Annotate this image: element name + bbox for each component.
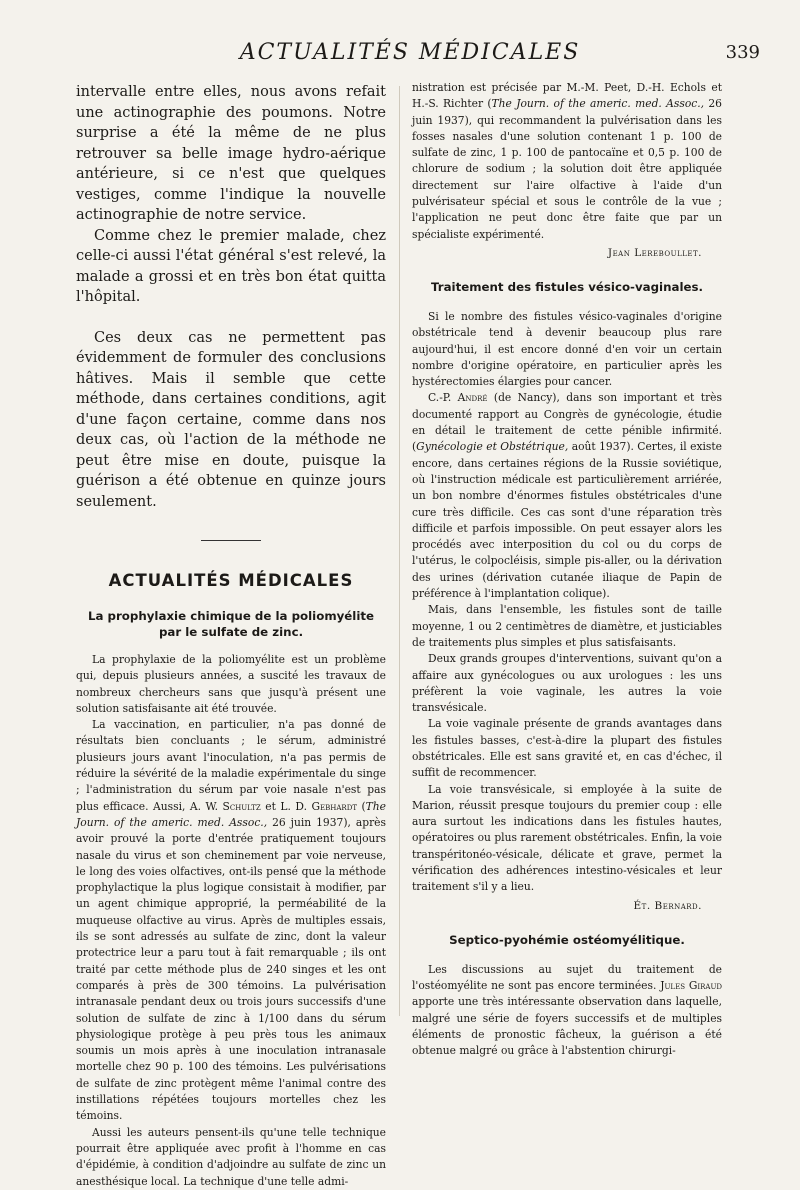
journal-citation: The Journ. of the americ. med. Assoc.,	[491, 97, 705, 111]
journal-citation: The Journ. of the americ. med. Assoc.,	[76, 799, 387, 829]
paragraph	[412, 80, 722, 243]
article-title: Septico-pyohémie ostéomyélitique.	[449, 932, 685, 947]
text-run: 26 juin 1937), après avoir prouvé la porte d'entrée pratiquement toujours nasale du virus et son cheminement par voie nerveuse, le long des voies olfactives, ont-ils pensé que la méthode prophylactique la plus logique consistait à modifier, par un agent chimique approprié, la perméabilité de la muqueuse olfactive au virus. Après de multiples essais, ils se sont adressés au sulfate de zinc, dont la valeur protectrice leur a paru tout à fait remarquable ; ils ont traité par cette méthode plus de 240 singes et les ont comparés à près de 300 témoins. La pulvérisation intranasale pendant deux ou trois jours successifs d'une solution de sulfate de zinc à 1/100 dans du sérum physiologique protège à peu près tous les animaux soumis un mois après à une inoculation intranasale mortelle chez 90 p. 100 des témoins. Les pulvérisations de sulfate de zinc protègent même l'animal contre des instillations répétées toujours mortelles chez les témoins.	[76, 815, 386, 1123]
paragraph	[412, 390, 722, 602]
text-run: La vaccination, en particulier, n'a pas donné de résultats bien concluants ; le sérum, administré plusieurs jours avant l'inoculation, n'a pas permis de réduire la sévérité de la maladie expérimentale du singe ; l'administration du sérum par voie nasale n'est pas plus efficace. Aussi, A. W.	[76, 718, 386, 813]
page-header	[60, 40, 760, 76]
text-run: et L. D.	[265, 799, 307, 813]
author-name: Schultz	[222, 799, 261, 813]
paragraph: La vaccination, en particulier, n'a pas donné de résultats bien concluants ; le sérum, administré plusieurs jours avant l'inoculation, n'a pas permis de réduire la sévérité de la maladie expérimentale du singe ; l'administration du sérum par voie nasale n'est pas plus efficace. Aussi, A. W. Schultz et L. D. Gebhardt (The Journ. of the americ. med. Assoc., 26 juin 1937), après avoir prouvé la porte d'entrée pratiquement toujours nasale du virus et son cheminement par voie nerveuse, le long des voies olfactives, ont-ils pensé que la méthode prophylactique la plus logique consistait à modifier, par un agent chimique approprié, la perméabilité de la muqueuse olfactive au virus. Après de multiples essais, ils se sont adressés au sulfate de zinc, dont la valeur protectrice leur a paru tout à fait remarquable ; ils ont traité par cette méthode plus de 240 singes et les ont comparés à près de 300 témoins. La pulvérisation intranasale pendant deux ou trois jours successifs d'une solution de sulfate de zinc à 1/100 dans du sérum physiologique protège à peu près tous les animaux soumis un mois après à une inoculation intranasale mortelle chez 90 p. 100 des témoins. Les pulvérisations de sulfate de zinc protègent même l'animal contre des instillations répétées toujours mortelles chez les témoins.	[76, 718, 387, 1123]
text-run: 26 juin 1937), qui recommandent la pulvérisation dans les fosses nasales d'une solution contenant 1 p. 100 de sulfate de zinc, 1 p. 100 de pantocaïne et 0,5 p. 100 de chlorure de sodium ; la solution doit être appliquée directement sur l'aire olfactive à l'aide d'un pulvérisateur spécial et sous le contrôle de la vue ; l'application ne peut donc être faite que par un spécialiste expérimenté.	[412, 97, 722, 241]
column-divider	[399, 86, 400, 1016]
text-run: août 1937). Certes, il existe encore, dans certaines régions de la Russie soviétique, où l'instruction médicale est particulièrement arriérée, un bon nombre d'énormes fistules obstétricales d'une cure très difficile. Ces cas sont d'une réparation très difficile et parfois impossible. On peut essayer alors les procédés avec interposition du col ou du corps de l'utérus, le colpocléisis, simple pis-aller, ou la dérivation des urines (dérivation cutanée iliaque de Papin de préférence à l'implantation colique).	[412, 440, 722, 601]
author-signature: Ét. Bernard.	[633, 899, 702, 912]
paragraph: intervalle entre elles, nous avons refait une actinographie des poumons. Notre surprise a été la même de ne plus retrouver sa belle image hydro-aérique antérieure, si ce n'est que quelques vestiges, comme l'indique la nouvelle actinographie de notre service.	[76, 84, 386, 223]
journal-citation: Gynécologie et Obstétrique,	[416, 440, 569, 454]
section-separator	[201, 540, 261, 541]
text-run: Les discussions au sujet du traitement de l'ostéomyélite ne sont pas encore terminées.	[412, 962, 722, 992]
right-column	[412, 80, 722, 1059]
section-title: ACTUALITÉS MÉDICALES	[108, 571, 354, 590]
text-run: nistration est précisée par M.-M. Peet, D.-H. Echols et H.-S. Richter (	[412, 81, 722, 111]
paragraph: La voie vaginale présente de grands avantages dans les fistules basses, c'est-à-dire la plupart des fistules obstétricales. Elle est sans gravité et, en cas d'échec, il suffit de recommencer.	[412, 717, 722, 780]
article-title: Traitement des fistules vésico-vaginales.	[431, 279, 703, 294]
text-run: (de Nancy), dans son important et très documenté rapport au Congrès de gynécologie, étudie en détail le traitement de cette pénible infirmité. (	[412, 391, 722, 454]
author-signature: Jean Lereboullet.	[607, 246, 702, 259]
article-title: La prophylaxie chimique de la poliomyélite par le sulfate de zinc.	[87, 609, 375, 639]
left-column	[76, 80, 386, 1190]
running-title: ACTUALITÉS MÉDICALES	[239, 40, 581, 65]
paragraph: Deux grands groupes d'interventions, suivant qu'on a affaire aux gynécologues ou aux urologues : les uns préfèrent la voie vaginale, les autres la voie transvésicale.	[412, 652, 722, 715]
paragraph: Comme chez le premier malade, chez celle-ci aussi l'état général s'est relevé, la malade a grossi et en très bon état quitta l'hôpital.	[76, 227, 386, 305]
author-name: Gebhardt	[311, 799, 357, 813]
paragraph: Aussi les auteurs pensent-ils qu'une telle technique pourrait être appliquée avec profit à l'homme en cas d'épidémie, à condition d'adjoindre au sulfate de zinc un anesthésique local. La technique d'une telle admi-	[76, 1125, 386, 1188]
author-name: Jules Giraud	[660, 978, 722, 992]
paragraph	[412, 962, 722, 1060]
page-number: 339	[725, 42, 760, 63]
paragraph: La prophylaxie de la poliomyélite est un problème qui, depuis plusieurs années, a suscité les travaux de nombreux chercheurs sans que jusqu'à présent une solution satisfaisante ait été trouvée.	[76, 653, 386, 715]
text-run: apporte une très intéressante observation dans laquelle, malgré une série de foyers successifs et de multiples éléments de pronostic fâcheux, la guérison a été obtenue malgré ou grâce à l'abstention chirurgi-	[412, 995, 722, 1058]
paragraph: Ces deux cas ne permettent pas évidemment de formuler des conclusions hâtives. Mais il semble que cette méthode, dans certaines conditions, agit d'une façon certaine, comme dans nos deux cas, où l'action de la méthode ne peut être mise en doute, puisque la guérison a été obtenue en quinze jours seulement.	[76, 329, 386, 510]
author-name: C.-P. André	[428, 391, 488, 405]
paragraph: Mais, dans l'ensemble, les fistules sont de taille moyenne, 1 ou 2 centimètres de diamètre, et justiciables de traitements plus simples et plus satisfaisants.	[412, 603, 722, 649]
paragraph: La voie transvésicale, si employée à la suite de Marion, réussit presque toujours du premier coup : elle aura surtout les indications dans les fistules hautes, opératoires ou plus rarement obstétricales. Enfin, la voie transpéritonéo-vésicale, délicate et grave, permet la vérification des adhérences intestino-vésicales et leur traitement s'il y a lieu.	[412, 782, 722, 894]
paragraph: Si le nombre des fistules vésico-vaginales d'origine obstétricale tend à devenir beaucoup plus rare aujourd'hui, il est encore donné d'en voir un certain nombre d'origine opératoire, en particulier après les hystérectomies élargies pour cancer.	[412, 309, 722, 389]
